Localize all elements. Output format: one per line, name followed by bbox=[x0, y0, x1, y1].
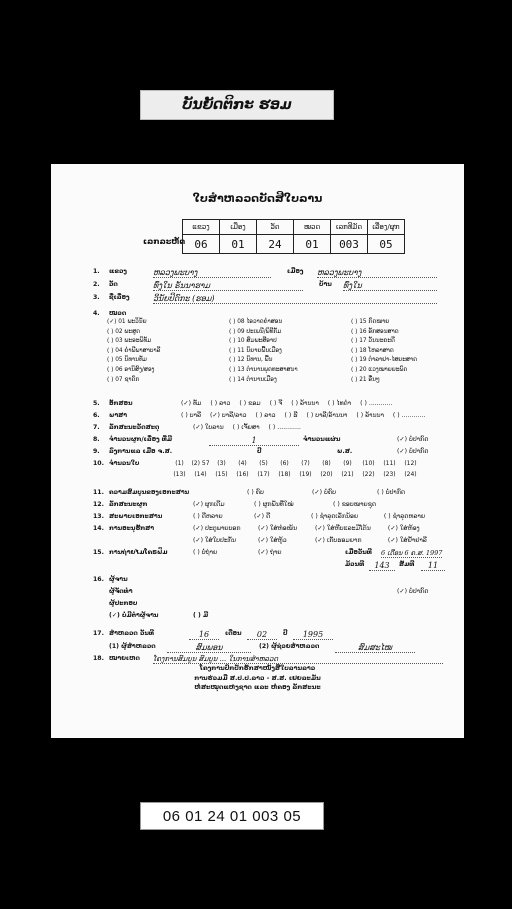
code-header: ແຂວງ bbox=[183, 220, 220, 235]
id-label: 06 01 24 01 003 05 bbox=[140, 802, 324, 830]
village-value: ທົ່ງໃນ bbox=[343, 281, 437, 291]
code-value: 05 bbox=[368, 235, 405, 254]
form-title: ໃບສຳຫລວດບັດສີໃບລານ bbox=[192, 192, 323, 205]
code-value: 01 bbox=[294, 235, 331, 254]
province-value: ຫລວງພະບາງ bbox=[153, 268, 271, 278]
form-footer: ໂຄງການປົກປັກຮັກສາໜັງສືໃບລານລາວ ການຮ່ວມມື ສ.ປ.ປ.ລາວ - ສ.ສ. ເຢຍລະມັນ ຫໍສະໝຸດແຫ່ງຊາດ ແລະ ຫໍຄອງ ລັກສະນະ bbox=[194, 665, 321, 691]
category-col-1: (✓) 01 ພະວິນັຍ ( ) 02 ພະສູດ ( ) 03 ພະອະພິທັມ ( ) 04 ຄຳພີພາສາບາລີ ( ) 05 ນິທານທັມ ( ) 06 ອານິສົງ/ສອງ ( ) 07 ຊາດົກ bbox=[107, 319, 161, 383]
code-header: ເລກທີມັດ bbox=[331, 220, 368, 235]
code-value: 06 bbox=[183, 235, 220, 254]
code-header: ເມືອງ bbox=[220, 220, 257, 235]
code-table bbox=[182, 219, 405, 254]
code-header: ວັດ bbox=[257, 220, 294, 235]
header-label: ບັນຍັດຕິກະ ຮອມ bbox=[140, 90, 334, 120]
title-value: ວິນັຍປິດົກະ (ຮອມ) bbox=[153, 294, 437, 304]
district-value: ຫລວງພະບາງ bbox=[317, 268, 437, 278]
temple-value: ທົ່ງໃນ ຣັນນາຮາມ bbox=[153, 281, 303, 291]
survey-form: ໃບສຳຫລວດບັດສີໃບລານ ເລກລະຫັດ ແຂວງ ເມືອງ ວັດ ໝວດ ເລກທີມັດ ເລື່ອງ/ຜູກ 06 01 24 01 003 05 1. ແຂວງ ຫລວງພະບາງ ເມືອງ ຫລວງພະບາງ 2. ວັດ ທົ່ງໃນ ຣັນນາຮາມ ບ້ານ ທົ່ງໃນ 3. ຊື່ເລື່ອງ ວິນັຍປິດົກະ (ຮອມ) 4. ໝວດ (✓) 01 ພະວິນັຍ ( ) 02 ພະສູດ ( ) 03 ພະອະພິທັມ ( ) 04 ຄຳພີພາສາບາລີ ( ) 05 ນິທານທັມ ( ) 06 ອານິສົງ/ສອງ ( ) 07 ຊາດົກ ( ) 08 ໄອວາດຄຳສອນ ( ) 09 ປະເພນີ/ພິທີກັມ ( ) 10 ສົມພະສີອາປ ( ) 11 ນິຍາຍພື້ນເມືອງ ( ) 12 ນິທານ, ພື້ນ ( ) 13 ຕຳນານພຸດທະສາສນາ ( ) 14 ຕຳນານເມືອງ ( ) 15 ກົດໝາຍ ( ) 16 ອັກສອນສາດ ( ) 17 ວັນນະຄະດີ ( ) 18 ໂຫລາສາດ ( ) 19 ຕຳລາຢາ-ໄສຍະສາດ ( ) 20 ແວງໝາຍຍະພົດ ( ) 21 ອື່ນໆ 5. ອັກສອນ (✓) ທັມ ( ) ລາວ ( ) ຂອມ ( ) ຈີ ( ) ລ້ານນາ ( ) ໄທດຳ ( ) ............ 6. ພາສາ ( ) ບາລີ (✓) ບາລີ/ລາວ ( ) ລາວ ( ) ຮີ ( ) ບາລີ/ລ້ານນາ ( ) ລ້ານນາ ( ) ............ 7. ລັກສະນະວັດສະດຸ (✓) ໃບລານ ( ) ເຈັ້ຍສາ ( ) ............ 8. ຈຳນວນຜູກ/ເລື່ອງ ທີ່ມີ 1 ຈຳນວນແຜ່ນ (✓) ບໍ່ປາກົດ 9. ລົງການແລ ເມື່ອ ຈ.ສ. ປີ ພ.ສ. (✓) ບໍ່ປາກົດ 10. ຈຳນວນໃບ (1) (2) 57 (3) (4) (5) (6) (7) (8) (9) (10) (11) (12) (13) (14) (15) (16) (17) (18) (19) (20) (21) (22) (23) (24) 11. ຄວາມສົມບູນຂອງເອກະສານ ( ) ຄົບ (✓) ບໍ່ຄົບ ( ) ບໍ່ປາກົດ 12. ລັກສະນະຜູກ (✓) ຜູກເດີມ ( ) ຜູກພັນທີ່ໃໝ່ ( ) ຂອບໝາຍຊຸດ 13. ສະພາບເອກະສານ ( ) ດີຫລາຍ (✓) ດີ ( ) ຊຳລຸດເລັກນ້ອຍ ( ) ຊຳລຸດຫລາຍ 14. ການອະນຸຮັກສາ (✓) ປະຕູພາຍບອກ (✓) ໃສ່ຫໍອໜ້ນ (✓) ໃສ່ຫີບແລະມີໂຕ້ນ (✓) ໃສ່ຫ້ອງ (✓) ໃສ່ໃບປະກັນ (✓) ໃສ່ຫູ້ວ (✓) ເກັບຮອມຍາກ (✓) ໃສ່ຢໍ້າຢາລີ 15. ການຖ່າຍໄມໂຄຣຟິມ ( ) ບໍ່ຖ່າຍ (✓) ຖ່າຍ ເມື່ອວັນທີ 6 ເດືອນ 6 ຄ.ສ. 1997 ມ້ວນທີ 143 ສັມທີ 11 16. ຜູ້ຈານ ຜູ້ຈັດທຳ (✓) ບໍ່ປາກົດ ຜູ້ປະກອບ (✓) ບໍ່ມີຕຳຜູ້ຈານ ( ) ມີ 17. ສຳຫລວດ ວັນທີ 16 ເດືອນ 02 ປີ 1995 (1) ຜູ້ສຳຫລວດ ສົມພອນ (2) ຜູ້ຊ່ວຍສຳຫລວດ ສົມສະໄໝ 18. ໝາຍເຫດ ໂຄງການສົມບູນ ສົມບູນ ... ໃນການສຳຫລວດ ໂຄງການປົກປັກຮັກສາໜັງສືໃບລານລາວ ການຮ່ວມມື ສ.ປ.ປ.ລາວ - ສ.ສ. ເຢຍລະມັນ ຫໍສະໝຸດແຫ່ງຊາດ ແລະ ຫໍຄອງ ລັກສະນະ bbox=[51, 164, 464, 738]
code-header: ເລື່ອງ/ຜູກ bbox=[368, 220, 405, 235]
category-col-3: ( ) 15 ກົດໝາຍ ( ) 16 ອັກສອນສາດ ( ) 17 ວັນນະຄະດີ ( ) 18 ໂຫລາສາດ ( ) 19 ຕຳລາຢາ-ໄສຍະສາດ ( ) 20 ແວງໝາຍຍະພົດ ( ) 21 ອື່ນໆ bbox=[351, 319, 418, 383]
code-label: ເລກລະຫັດ bbox=[143, 237, 186, 246]
leaves-grid-1: (1) (2) 57 (3) (4) (5) (6) (7) (8) (9) (10) (11) (12) bbox=[175, 460, 417, 467]
code-value: 24 bbox=[257, 235, 294, 254]
code-value: 003 bbox=[331, 235, 368, 254]
leaves-grid-2: (13) (14) (15) (16) (17) (18) (19) (20) (21) (22) (23) (24) bbox=[173, 471, 417, 478]
code-value: 01 bbox=[220, 235, 257, 254]
category-col-2: ( ) 08 ໄອວາດຄຳສອນ ( ) 09 ປະເພນີ/ພິທີກັມ ( ) 10 ສົມພະສີອາປ ( ) 11 ນິຍາຍພື້ນເມືອງ ( ) 12 ນິທານ, ພື້ນ ( ) 13 ຕຳນານພຸດທະສາສນາ ( ) 14 ຕຳນານເມືອງ bbox=[229, 319, 298, 383]
code-header: ໝວດ bbox=[294, 220, 331, 235]
